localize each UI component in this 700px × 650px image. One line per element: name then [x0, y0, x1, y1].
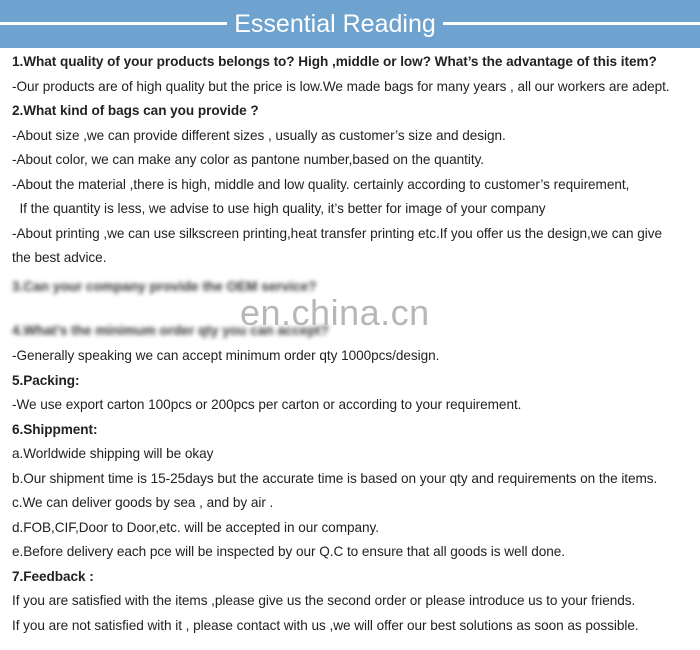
faq-answer-1: -Our products are of high quality but the price is low.We made bags for many years , all our workers are adept.	[12, 78, 670, 94]
faq-question-6: 6.Shippment:	[12, 421, 98, 437]
faq-content	[12, 50, 698, 271]
faq-answer-7a: If you are satisfied with the items ,please give us the second order or please introduce us to your friends.	[12, 593, 636, 608]
faq-answer-6c: c.We can deliver goods by sea , and by air .	[12, 495, 274, 510]
watermark-logo: en.china.cn	[240, 292, 430, 333]
faq-answer-6b: b.Our shipment time is 15-25days but the accurate time is based on your qty and requirements on the items.	[12, 470, 658, 486]
faq-answer-2-material: -About the material ,there is high, middle and low quality. certainly according to customer’s requirement,	[12, 176, 630, 192]
faq-answer-4: -Generally speaking we can accept minimum order qty 1000pcs/design.	[12, 348, 440, 363]
faq-answer-2-printing: -About printing ,we can use silkscreen printing,heat transfer printing etc.If you offer us the design,we can give	[12, 225, 662, 241]
faq-content-continued	[12, 344, 698, 638]
faq-question-1: 1.What quality of your products belongs to? High ,middle or low? What’s the advantage of this item?	[12, 54, 657, 69]
faq-answer-7b: If you are not satisfied with it , please contact with us ,we will offer our best solutions as soon as possible.	[12, 617, 639, 633]
faq-question-2: 2.What kind of bags can you provide ?	[12, 103, 259, 118]
faq-answer-2-material-cont: If the quantity is less, we advise to use high quality, it’s better for image of your company	[12, 201, 546, 216]
faq-answer-6a: a.Worldwide shipping will be okay	[12, 446, 214, 461]
section-banner	[0, 0, 700, 48]
faq-answer-5: -We use export carton 100pcs or 200pcs per carton or according to your requirement.	[12, 397, 522, 412]
faq-answer-2-printing-cont: the best advice.	[12, 250, 107, 265]
banner-divider-left	[0, 22, 227, 25]
banner-divider-right	[443, 22, 700, 25]
faq-answer-2-size: -About size ,we can provide different sizes , usually as customer’s size and design.	[12, 127, 506, 143]
banner-title: Essential Reading	[234, 10, 436, 38]
faq-answer-6e: e.Before delivery each pce will be inspected by our Q.C to ensure that all goods is well done.	[12, 544, 565, 559]
faq-question-7: 7.Feedback :	[12, 568, 94, 584]
faq-question-3-blurred: 3.Can your company provide the OEM service?	[12, 279, 317, 294]
faq-answer-2-color: -About color, we can make any color as pantone number,based on the quantity.	[12, 152, 485, 167]
faq-question-5: 5.Packing:	[12, 372, 80, 388]
faq-question-4-blurred: 4.What’s the minimum order qty you can accept?	[12, 323, 329, 338]
faq-answer-6d: d.FOB,CIF,Door to Door,etc. will be accepted in our company.	[12, 519, 379, 535]
